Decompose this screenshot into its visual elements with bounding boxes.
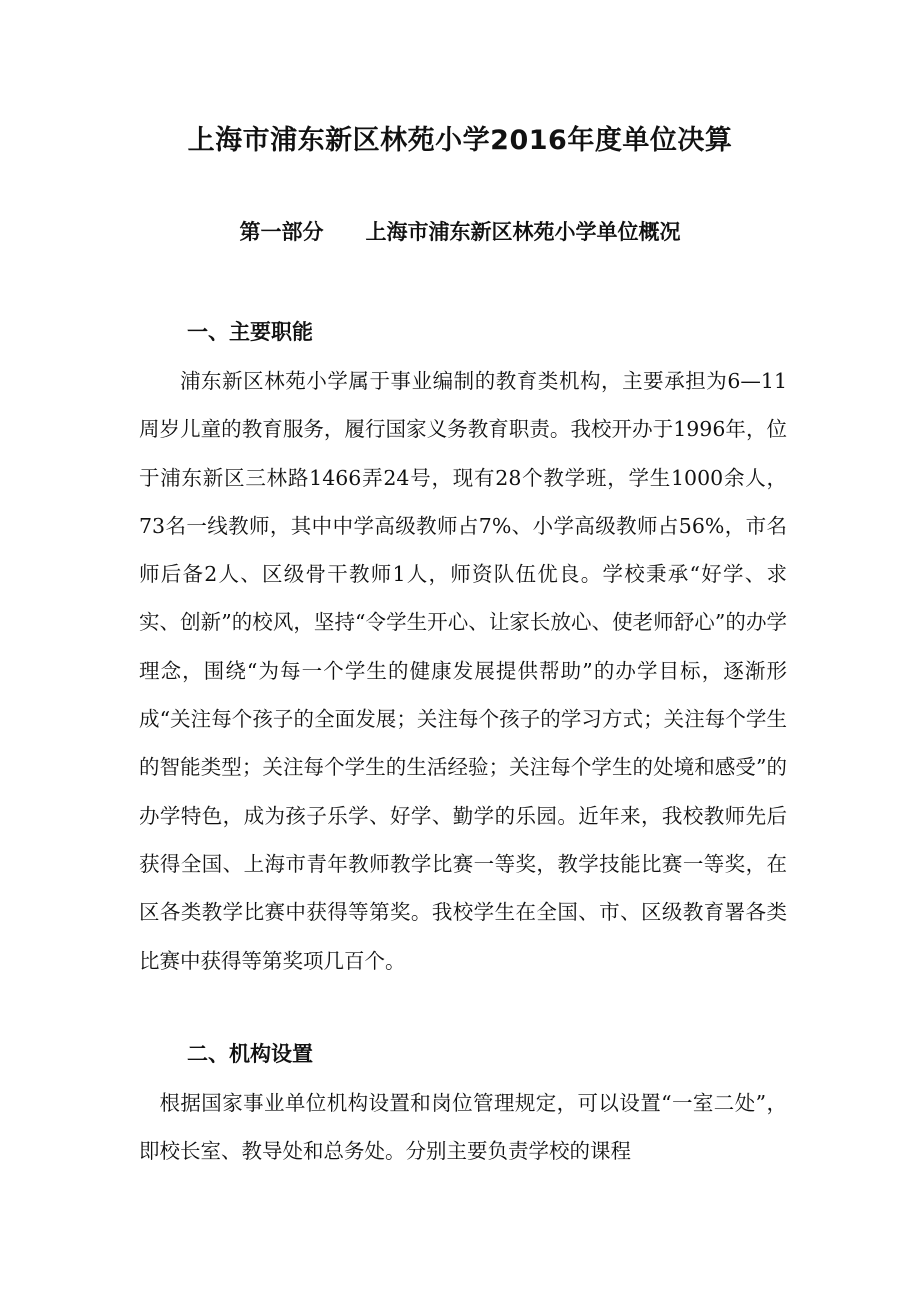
section-body-functions: 浦东新区林苑小学属于事业编制的教育类机构，主要承担为6—11周岁儿童的教育服务，履行国家义务教育职责。我校开办于1996年，位于浦东新区三林路1466弄24号，现有28个教学班，学生1000余人，73名一线教师，其中中学高级教师占7%、小学高级教师占56%，市名师后备2人、区级骨干教师1人，师资队伍优良。学校秉承“好学、求实、创新”的校风，坚持“令学生开心、让家长放心、使老师舒心”的办学理念，围绕“为每一个学生的健康发展提供帮助”的办学目标，逐渐形成“关注每个孩子的全面发展；关注每个孩子的学习方式；关注每个学生的智能类型；关注每个学生的生活经验；关注每个学生的处境和感受”的办学特色，成为孩子乐学、好学、勤学的乐园。近年来，我校教师先后获得全国、上海市青年教师教学比赛一等奖，教学技能比赛一等奖，在区各类教学比赛中获得等第奖。我校学生在全国、市、区级教育署各类比赛中获得等第奖项几百个。 [139, 369, 787, 973]
section-heading-organization: 二、机构设置 [187, 1042, 313, 1066]
section-heading-functions: 一、主要职能 [187, 320, 313, 344]
section-body-organization: 根据国家事业单位机构设置和岗位管理规定，可以设置“一室二处”，即校长室、教导处和总务处。分别主要负责学校的课程 [139, 1091, 787, 1164]
part-heading: 第一部分 上海市浦东新区林苑小学单位概况 [239, 220, 681, 244]
document-title: 上海市浦东新区林苑小学2016年度单位决算 [187, 125, 733, 156]
